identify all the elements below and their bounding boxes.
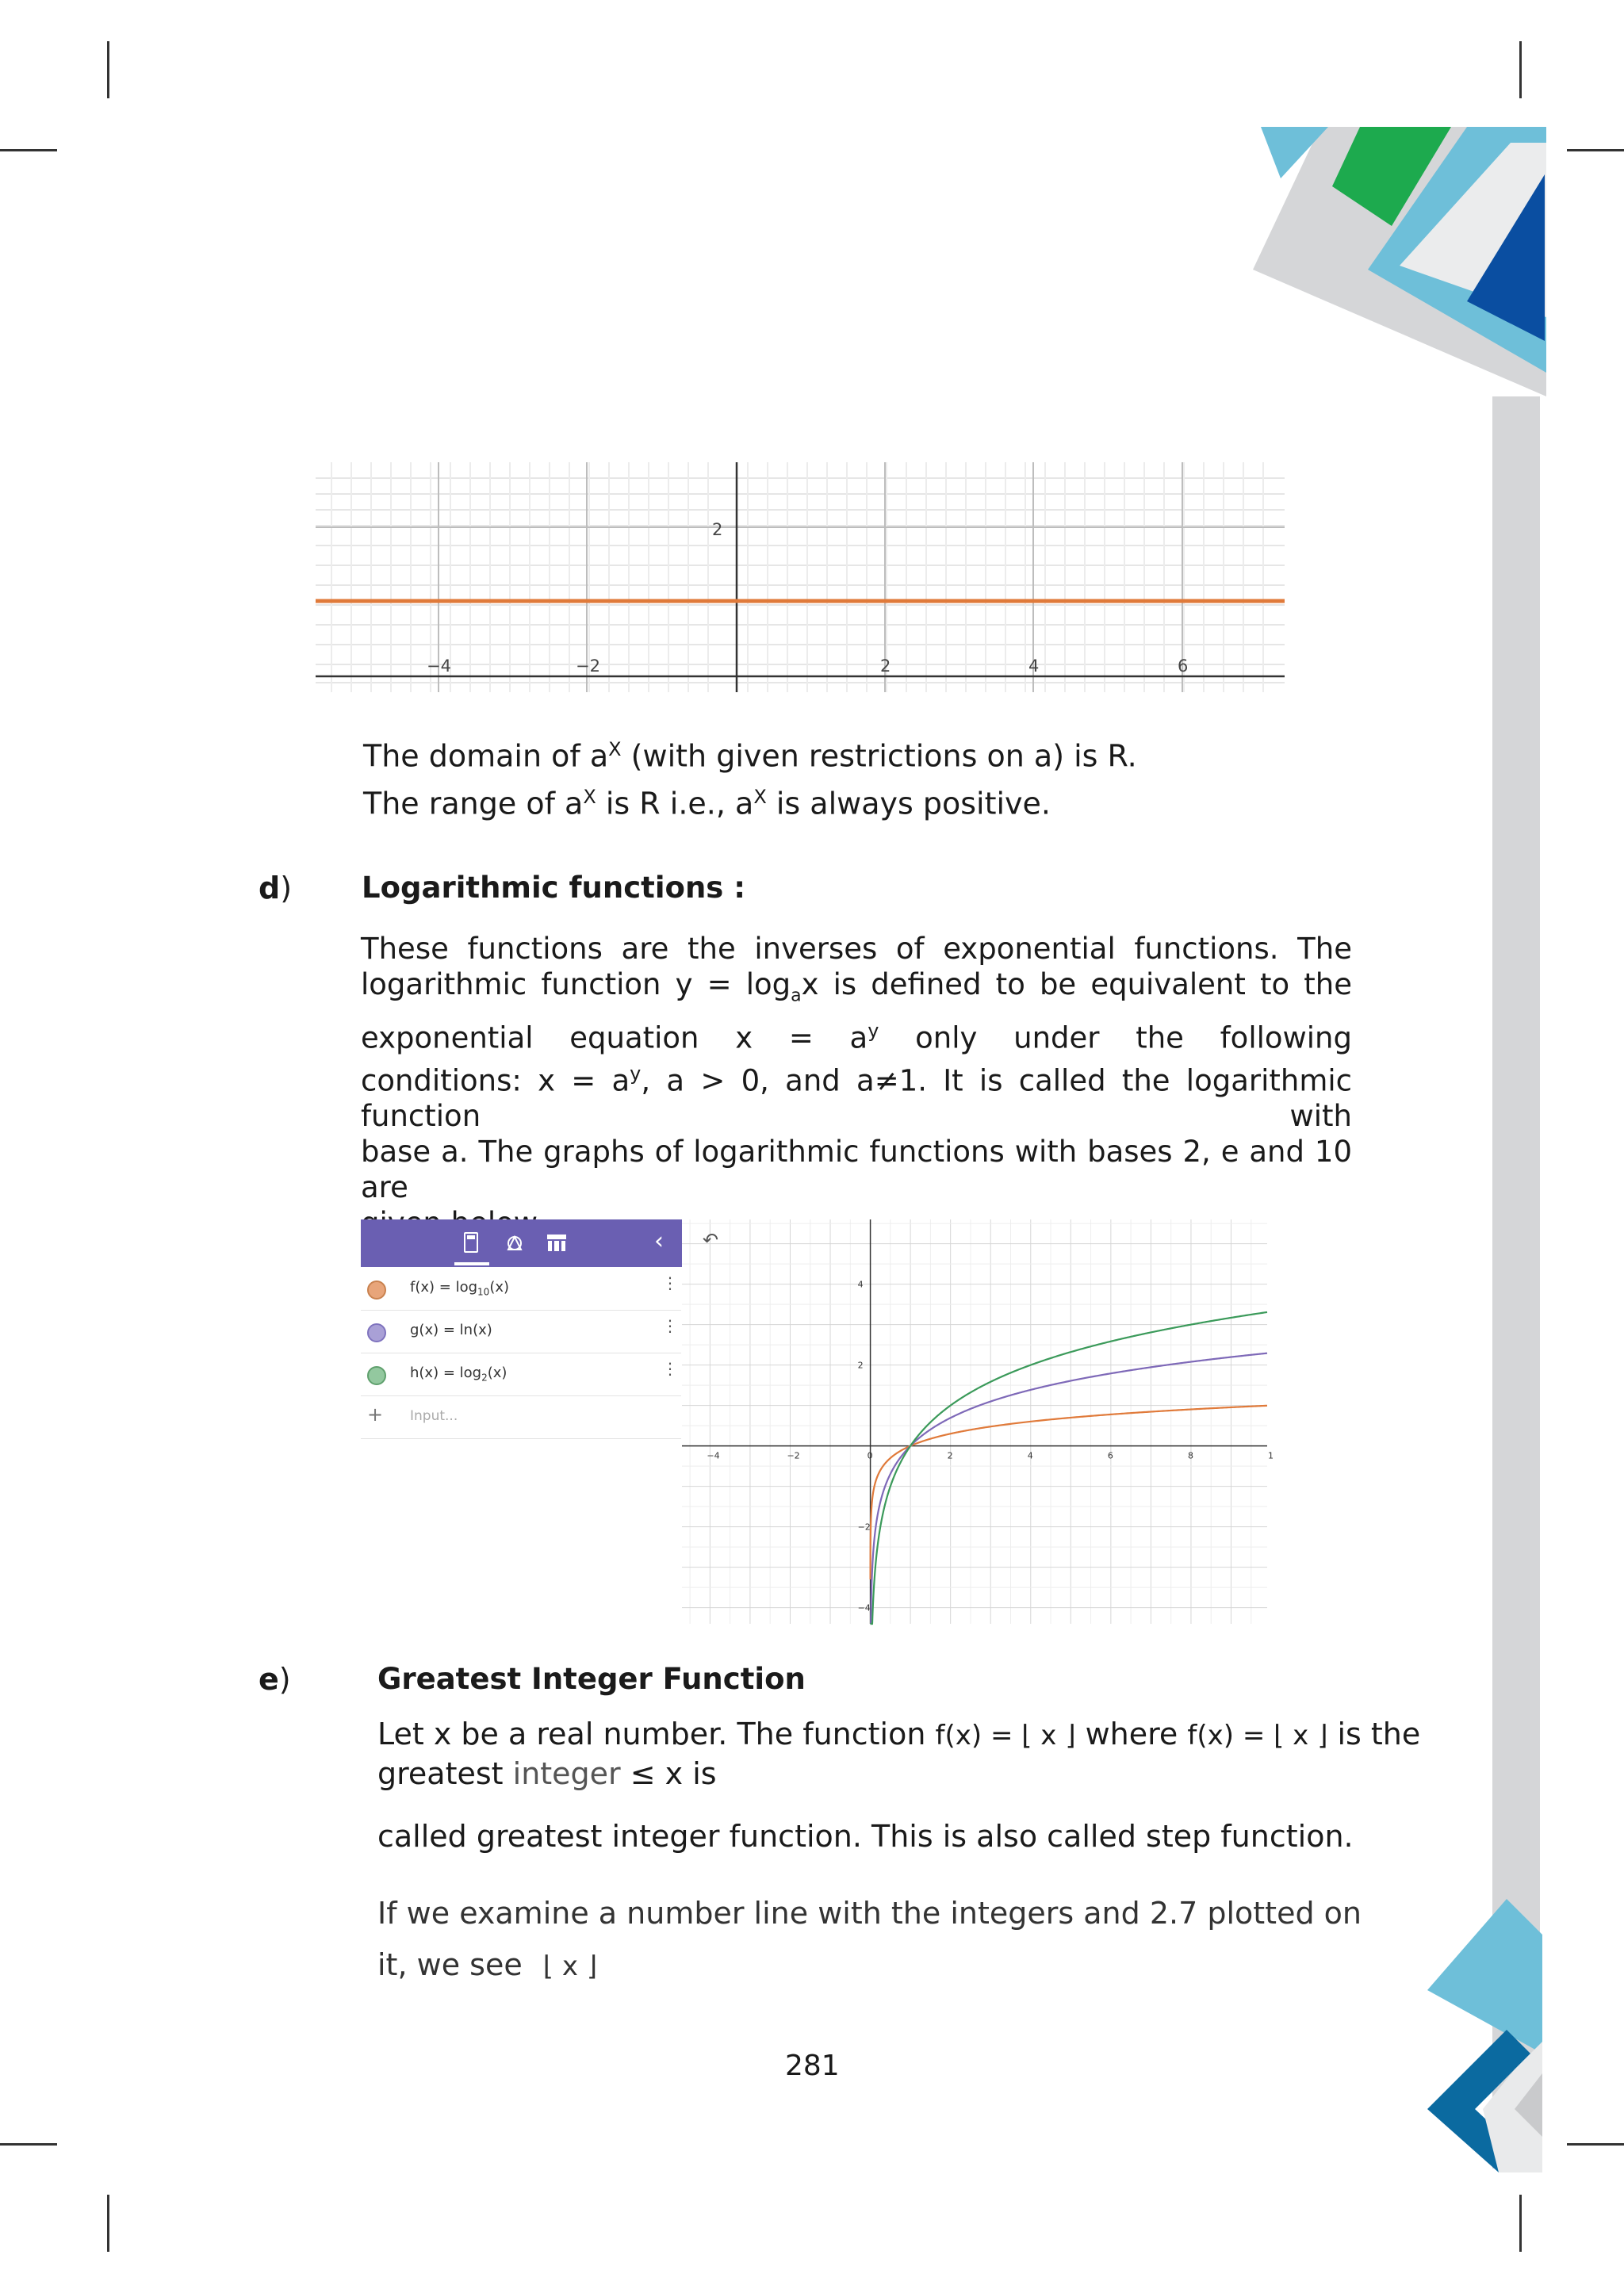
- algebra-row-g[interactable]: [361, 1310, 681, 1353]
- top-graph-x-tick: −2: [576, 657, 600, 676]
- crop-mark: [1567, 2143, 1624, 2146]
- y-tick-label: 2: [857, 1360, 864, 1371]
- para-line: conditions: $x = a^y$, a > 0, and a≠1. It is called the logarithmic function with: [361, 1062, 1353, 1134]
- decorative-top-right-graphic: [1237, 119, 1546, 404]
- crop-mark: [107, 41, 109, 98]
- geogebra-toolbar: [361, 1219, 682, 1267]
- crop-mark: [107, 2195, 109, 2252]
- page-number: 281: [785, 2050, 840, 2082]
- x-tick-label: −4: [707, 1450, 720, 1461]
- logarithmic-paragraph: [361, 931, 1352, 1241]
- greatest-integer-line-3: called greatest integer function. This is also called step function.: [377, 1819, 1354, 1854]
- crop-mark: [1567, 149, 1624, 151]
- decorative-bottom-right-graphic: [1411, 1899, 1546, 2176]
- x-tick-label: 6: [1107, 1450, 1113, 1461]
- crop-mark: [1519, 41, 1522, 98]
- x-tick-label: −2: [787, 1450, 800, 1461]
- x-tick-label: 0: [867, 1450, 873, 1461]
- visibility-toggle[interactable]: [367, 1323, 386, 1342]
- greatest-integer-line-1: Let x be a real number. The function f(x) = ⌊ x ⌋ where f(x) = ⌊ x ⌋ is the: [377, 1717, 1421, 1751]
- section-marker-d: d): [259, 871, 293, 905]
- geometry-icon[interactable]: [504, 1232, 526, 1254]
- table-icon[interactable]: [546, 1234, 567, 1253]
- collapse-panel-icon[interactable]: ‹: [654, 1227, 664, 1255]
- top-graph: [316, 462, 1285, 692]
- visibility-toggle[interactable]: [367, 1280, 386, 1300]
- algebra-row-f[interactable]: [361, 1267, 681, 1311]
- function-expression[interactable]: $h(x) = \log_2(x)$: [410, 1365, 508, 1384]
- function-expression[interactable]: $f(x) = \log_{10}(x)$: [410, 1279, 510, 1298]
- x-tick-label: 8: [1187, 1450, 1193, 1461]
- algebra-input-row[interactable]: [361, 1395, 681, 1439]
- top-graph-grid: [316, 478, 1285, 683]
- top-graph-x-tick: −4: [427, 657, 451, 676]
- more-options-icon[interactable]: ⋮: [662, 1273, 676, 1292]
- range-statement: The range of $a^X$ is R i.e., $a^X$ is always positive.: [363, 786, 1051, 821]
- x-tick-label: 1: [1268, 1450, 1274, 1461]
- algebra-row-h[interactable]: [361, 1353, 681, 1396]
- visibility-toggle[interactable]: [367, 1366, 386, 1385]
- algebra-input-field[interactable]: Input...: [410, 1408, 458, 1424]
- x-tick-label: 2: [947, 1450, 953, 1461]
- greatest-integer-line-5: it, we see ⌊ x ⌋: [377, 1947, 598, 1982]
- greatest-integer-line-2: greatest integer ≤ x is: [377, 1756, 717, 1791]
- section-marker-e: e): [259, 1662, 291, 1697]
- undo-icon[interactable]: ↶: [703, 1229, 719, 1251]
- top-graph-x-tick: 6: [1178, 657, 1189, 676]
- top-graph-x-tick: 2: [880, 657, 891, 676]
- add-input-icon[interactable]: +: [367, 1403, 384, 1426]
- calculator-tab-underline: [454, 1262, 489, 1265]
- top-graph-x-tick: 4: [1028, 657, 1040, 676]
- y-tick-label: 4: [857, 1279, 864, 1290]
- geogebra-graphics-view[interactable]: [682, 1219, 1274, 1624]
- section-heading-logarithmic: Logarithmic functions :: [362, 871, 745, 905]
- geogebra-panel: [361, 1219, 682, 1624]
- y-tick-label: −2: [857, 1522, 871, 1533]
- para-line: These functions are the inverses of exponential functions. The: [361, 932, 1352, 966]
- para-line: exponential equation $x = a^y$ only under the following: [361, 1020, 1352, 1055]
- crop-mark: [0, 149, 57, 151]
- greatest-integer-line-4: If we examine a number line with the integers and 2.7 plotted on: [377, 1896, 1362, 1931]
- para-line: base a. The graphs of logarithmic functions with bases 2, e and 10 are: [361, 1135, 1352, 1205]
- x-tick-label: 4: [1027, 1450, 1033, 1461]
- crop-mark: [0, 2143, 57, 2146]
- more-options-icon[interactable]: ⋮: [662, 1359, 676, 1378]
- function-expression[interactable]: g(x) = ln(x): [410, 1322, 492, 1338]
- crop-mark: [1519, 2195, 1522, 2252]
- domain-statement: The domain of $a^X$ (with given restrictions on a) is R.: [363, 738, 1137, 774]
- y-tick-label: −4: [857, 1602, 871, 1614]
- top-graph-y-tick: 2: [712, 520, 723, 539]
- section-heading-greatest-integer: Greatest Integer Function: [377, 1662, 806, 1696]
- calculator-icon[interactable]: [464, 1232, 478, 1253]
- para-line: logarithmic function $y = \log_ax$ is defined to be equivalent to the: [361, 967, 1352, 1006]
- more-options-icon[interactable]: ⋮: [662, 1316, 676, 1335]
